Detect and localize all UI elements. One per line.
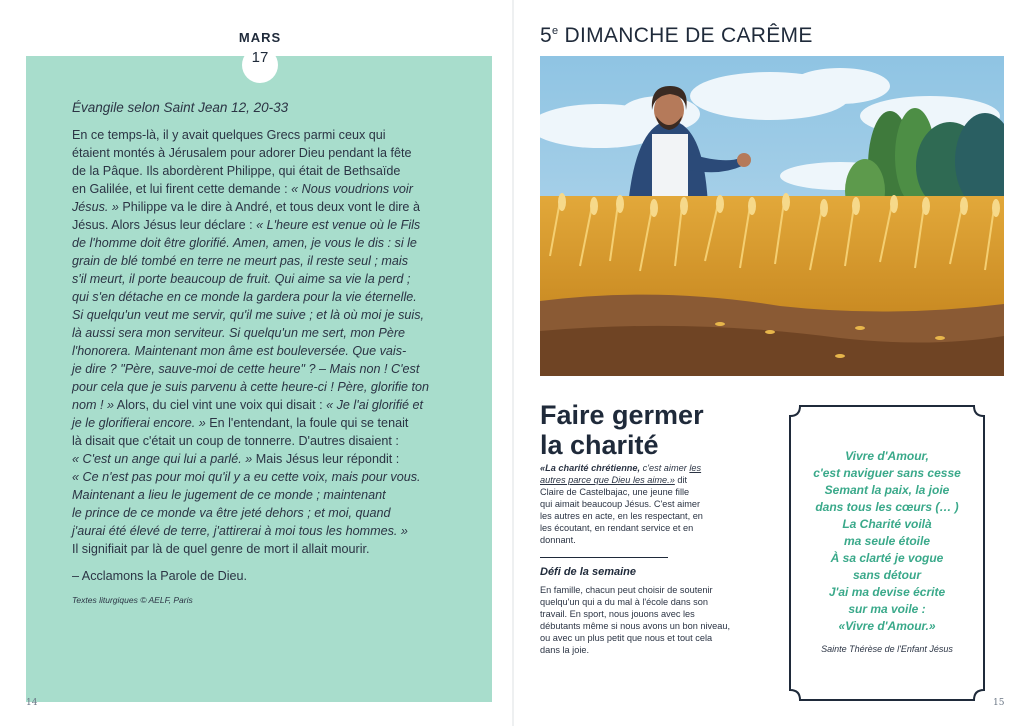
- illustration-svg: [540, 56, 1004, 376]
- poem-line: J'ai ma devise écrite: [828, 585, 946, 599]
- gospel-segment: là disait que c'était un coup de tonnerre. D'autres disaient :: [72, 434, 399, 448]
- gospel-line: [72, 288, 466, 306]
- gospel-segment: je dire ? "Père, sauve-moi de cette heure" ? – Mais non ! C'est: [72, 362, 420, 376]
- gospel-line: [72, 414, 466, 432]
- poem-author: Sainte Thérèse de l'Enfant Jésus: [821, 644, 953, 654]
- gospel-segment: de la Pâque. Ils abordèrent Philippe, qui était de Bethsaïde: [72, 164, 401, 178]
- date-header: [226, 30, 294, 83]
- charity-quote: [540, 462, 703, 546]
- gospel-segment: nom ! »: [72, 398, 114, 412]
- gospel-line: [72, 486, 466, 504]
- theme-title-line2: la charité: [540, 430, 659, 460]
- gospel-line: [72, 270, 466, 288]
- poem-line: ma seule étoile: [843, 534, 931, 548]
- gospel-segment: Maintenant a lieu le jugement de ce monde ; maintenant: [72, 488, 386, 502]
- gospel-line: [72, 324, 466, 342]
- gospel-line: [72, 432, 466, 450]
- gospel-line: [72, 396, 466, 414]
- sunday-title-text: DIMANCHE DE CARÊME: [558, 24, 813, 47]
- poem-text: [788, 448, 986, 635]
- wheat-field-illustration: [540, 56, 1004, 376]
- gospel-segment: En ce temps-là, il y avait quelques Grecs parmi ceux qui: [72, 128, 386, 142]
- gospel-title: Évangile selon Saint Jean 12, 20-33: [72, 100, 289, 115]
- acclamation: – Acclamons la Parole de Dieu.: [72, 569, 248, 583]
- gospel-segment: l'honorera. Maintenant mon âme est bouleversée. Que vais-: [72, 344, 407, 358]
- gospel-line: [72, 144, 466, 162]
- theme-title: [540, 400, 704, 460]
- gospel-segment: En l'entendant, la foule qui se tenait: [205, 416, 409, 430]
- page-gutter: [512, 0, 514, 726]
- gospel-line: [72, 252, 466, 270]
- challenge-title: Défi de la semaine: [540, 566, 636, 578]
- page-number-right: 15: [993, 698, 1005, 708]
- gospel-line: [72, 234, 466, 252]
- gospel-segment: grain de blé tombé en terre ne meurt pas, il reste seul ; mais: [72, 254, 408, 268]
- poem-line: sur ma voile :: [848, 602, 926, 616]
- gospel-segment: « Je l'ai glorifié et: [326, 398, 424, 412]
- gospel-segment: Jésus. Alors Jésus leur déclare :: [72, 218, 257, 232]
- gospel-text: [72, 126, 466, 558]
- gospel-line: [72, 342, 466, 360]
- date-day-circle: [242, 47, 278, 83]
- gospel-line: [72, 468, 466, 486]
- theme-title-line1: Faire germer: [540, 400, 704, 430]
- liturgical-credit: Textes liturgiques © AELF, Paris: [72, 595, 193, 605]
- gospel-segment: pour cela que je suis parvenu à cette heure-ci ! Père, glorifie ton: [72, 380, 430, 394]
- gospel-segment: Alors, du ciel vint une voix qui disait :: [114, 398, 327, 412]
- gospel-segment: Il signifiait par là de quel genre de mort il allait mourir.: [72, 542, 370, 556]
- sunday-title: [540, 24, 813, 48]
- gospel-line: [72, 504, 466, 522]
- date-day: 17: [251, 49, 269, 66]
- gospel-segment: Jésus. »: [72, 200, 119, 214]
- quote-italic: c'est aimer: [640, 463, 687, 473]
- gospel-segment: étaient montés à Jérusalem pour adorer Dieu pendant la fête: [72, 146, 412, 160]
- quote-bold-italic: «La charité chrétienne,: [540, 463, 641, 473]
- gospel-line: [72, 216, 466, 234]
- gospel-segment: là aussi sera mon serviteur. Si quelqu'un me sert, mon Père: [72, 326, 406, 340]
- gospel-segment: le prince de ce monde va être jeté dehors ; et moi, quand: [72, 506, 391, 520]
- poem-line: c'est naviguer sans cesse: [813, 466, 961, 480]
- gospel-line: [72, 198, 466, 216]
- poem-line: Semant la paix, la joie: [824, 483, 950, 497]
- gospel-box: [26, 56, 492, 702]
- poem-line: «Vivre d'Amour.»: [838, 619, 936, 633]
- poem-line: À sa clarté je vogue: [830, 551, 944, 565]
- gospel-segment: je le glorifierai encore. »: [72, 416, 206, 430]
- gospel-segment: Mais Jésus leur répondit :: [252, 452, 400, 466]
- gospel-line: [72, 378, 466, 396]
- poem-line: Vivre d'Amour,: [845, 449, 929, 463]
- gospel-segment: en Galilée, et lui firent cette demande :: [72, 182, 292, 196]
- gospel-line: [72, 540, 466, 558]
- gospel-line: [72, 162, 466, 180]
- sunday-suffix: e: [551, 25, 559, 37]
- challenge-text: En famille, chacun peut choisir de soutenir quelqu'un qui a du mal à l'école dans son travail. En sport, nous jouons avec les débutants même si nous avons un bon niveau, ou avec un plus petit que nous et tout cela dans la joie.: [540, 585, 730, 655]
- gospel-segment: « C'est un ange qui lui a parlé. »: [72, 452, 253, 466]
- quote-underlined: les autres parce que Dieu les aime.»: [540, 463, 702, 485]
- gospel-segment: « Ce n'est pas pour moi qu'il y a eu cette voix, mais pour vous.: [72, 470, 421, 484]
- poem-line: La Charité voilà: [842, 517, 932, 531]
- page-number-left: 14: [26, 698, 38, 708]
- section-divider: [540, 557, 668, 558]
- poem-line: dans tous les cœurs (… ): [815, 500, 959, 514]
- gospel-segment: Philippe va le dire à André, et tous deux vont le dire à: [118, 200, 420, 214]
- gospel-content: [72, 99, 466, 609]
- gospel-line: [72, 306, 466, 324]
- gospel-segment: j'aurai été élevé de terre, j'attirerai à moi tous les hommes. »: [72, 524, 408, 538]
- date-month: MARS: [238, 30, 282, 45]
- quote-rest: dit Claire de Castelbajac, une jeune fille qui aimait beaucoup Jésus. C'est aimer les autres en acte, en les respectant, en les écoutant, en rendant service et en donnant.: [540, 475, 703, 545]
- gospel-line: [72, 180, 466, 198]
- gospel-segment: Si quelqu'un veut me servir, qu'il me suive ; et là où moi je suis,: [72, 308, 425, 322]
- gospel-segment: de l'homme doit être glorifié. Amen, amen, je vous le dis : si le: [72, 236, 417, 250]
- gospel-segment: « L'heure est venue où le Fils: [256, 218, 421, 232]
- gospel-line: [72, 126, 466, 144]
- gospel-segment: qui s'en détache en ce monde la gardera pour la vie éternelle.: [72, 290, 417, 304]
- gospel-segment: « Nous voudrions voir: [291, 182, 413, 196]
- gospel-line: [72, 450, 466, 468]
- gospel-line: [72, 360, 466, 378]
- sunday-number: 5: [540, 24, 552, 47]
- gospel-segment: s'il meurt, il porte beaucoup de fruit. Qui aime sa vie la perd ;: [72, 272, 411, 286]
- poem-line: sans détour: [852, 568, 921, 582]
- gospel-line: [72, 522, 466, 540]
